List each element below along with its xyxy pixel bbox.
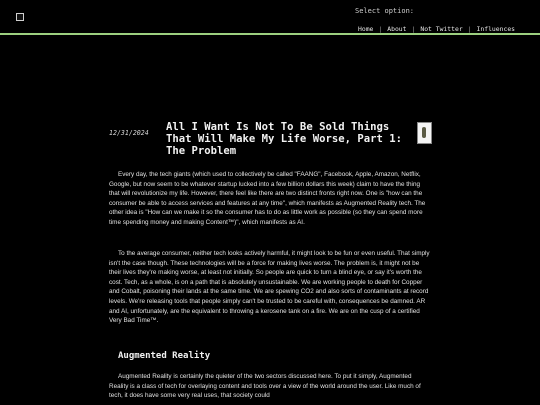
nav-separator: |: [378, 25, 383, 33]
author-figure-icon: [417, 122, 432, 144]
nav-link-not-twitter[interactable]: Not Twitter: [420, 25, 463, 33]
article-paragraph: Augmented Reality is certainly the quieter of the two sectors discussed here. To put it simply, Augmented Reality is a class of tech for overlaying content and tools over a view of the world around the user. Like much of tech, it does have some very real uses, that society could: [109, 373, 421, 400]
nav-link-about[interactable]: About: [387, 25, 407, 33]
nav-separator: |: [467, 25, 472, 33]
site-header: [0, 0, 540, 36]
nav-separator: |: [411, 25, 416, 33]
article-title: All I Want Is Not To Be Sold Things That Will Make My Life Worse, Part 1: The Problem: [166, 121, 402, 157]
nav-link-influences[interactable]: Influences: [476, 25, 516, 33]
header-accent-bar: [0, 33, 540, 35]
main-nav: [358, 25, 515, 33]
article-paragraph: Every day, the tech giants (which used to collectively be called "FAANG", Facebook, Apple, Amazon, Netflix, Google, but now seem to be whatever startup lucked into a few billion dollars this week) claim to have the thing that will revolutionize my life. However, there feel like there are two distinct fronts right now. One is "how can the consumer be able to access services and features at any time", which manifests as Augmented Reality tech. The other idea is "How can we make it so the consumer has to do as little work as possible (so they can spend more time spending money and making Content™)", which manifests as AI.: [109, 171, 426, 226]
select-option-label: Select option:: [355, 7, 415, 15]
nav-link-home[interactable]: Home: [358, 25, 374, 33]
post-date: 12/31/2024: [109, 129, 149, 137]
article-paragraph: To the average consumer, neither tech looks actively harmful, it might look to be fun or even useful. That simply isn't the case though. These technologies will be a force for making lives worse. The problem is, it might not be their lives they're making worse, at least not initially. So people are quick to turn a blind eye, or say it's worth the cost. Tech, as a whole, is on a path that is absolutely unsustainable. We are working people to death for Copper and Cobalt, poisoning their lands at the same time. We are spewing CO2 and also sorts of contaminants at record levels. We're releasing tools that people simply can't be trusted to be careful with, consequences be damned. AR and AI, unfortunately, are the equivalent to throwing a kerosene tank on a fire. We are on the cusp of a certified Very Bad Time™.: [109, 250, 430, 325]
site-logo-icon[interactable]: [16, 13, 24, 21]
figure-silhouette: [422, 127, 426, 138]
section-heading: Augmented Reality: [118, 351, 211, 361]
